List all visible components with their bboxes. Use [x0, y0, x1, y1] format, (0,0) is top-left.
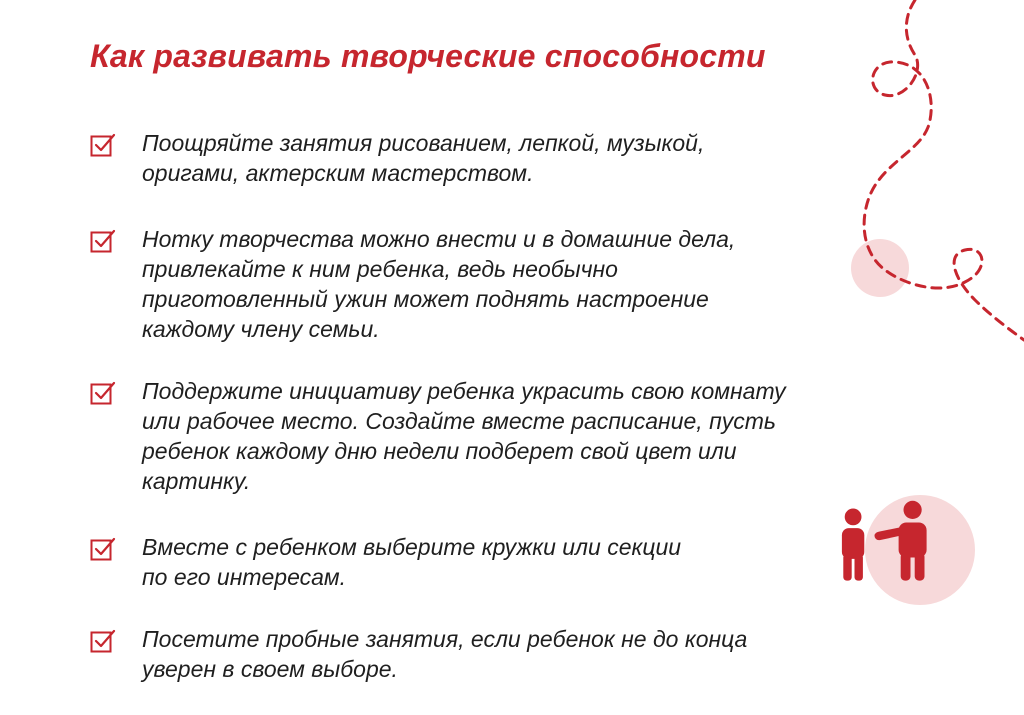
- checkbox-checked-icon: [90, 132, 116, 158]
- tip-line: ребенок каждому дню недели подберет свой цвет или: [142, 438, 737, 464]
- tip-line: или рабочее место. Создайте вместе расписание, пусть: [142, 408, 776, 434]
- tip-line: каждому члену семьи.: [142, 316, 380, 342]
- tip-line: Поддержите инициативу ребенка украсить свою комнату: [142, 378, 786, 404]
- tip-line: по его интересам.: [142, 564, 347, 590]
- checkbox-checked-icon: [90, 628, 116, 654]
- tip-line: Поощряйте занятия рисованием, лепкой, музыкой,: [142, 130, 705, 156]
- tip-text: [142, 224, 902, 344]
- tip-line: Вместе с ребенком выберите кружки или секции: [142, 534, 682, 560]
- tip-line: Посетите пробные занятия, если ребенок не до конца: [142, 626, 748, 652]
- tip-line: приготовленный ужин может поднять настроение: [142, 286, 709, 312]
- checkbox-checked-icon: [90, 228, 116, 254]
- checkbox-checked-icon: [90, 380, 116, 406]
- tip-text: [142, 532, 902, 592]
- tip-text: [142, 376, 902, 496]
- tip-line: оригами, актерским мастерством.: [142, 160, 534, 186]
- tip-text: [142, 128, 902, 188]
- checkbox-checked-icon: [90, 536, 116, 562]
- tip-text: [142, 624, 902, 684]
- tip-line: уверен в своем выборе.: [142, 656, 398, 682]
- tip-line: привлекайте к ним ребенка, ведь необычно: [142, 256, 618, 282]
- tip-line: Нотку творчества можно внести и в домашние дела,: [142, 226, 736, 252]
- page-title: Как развивать творческие способности: [90, 38, 766, 74]
- tip-line: картинку.: [142, 468, 251, 494]
